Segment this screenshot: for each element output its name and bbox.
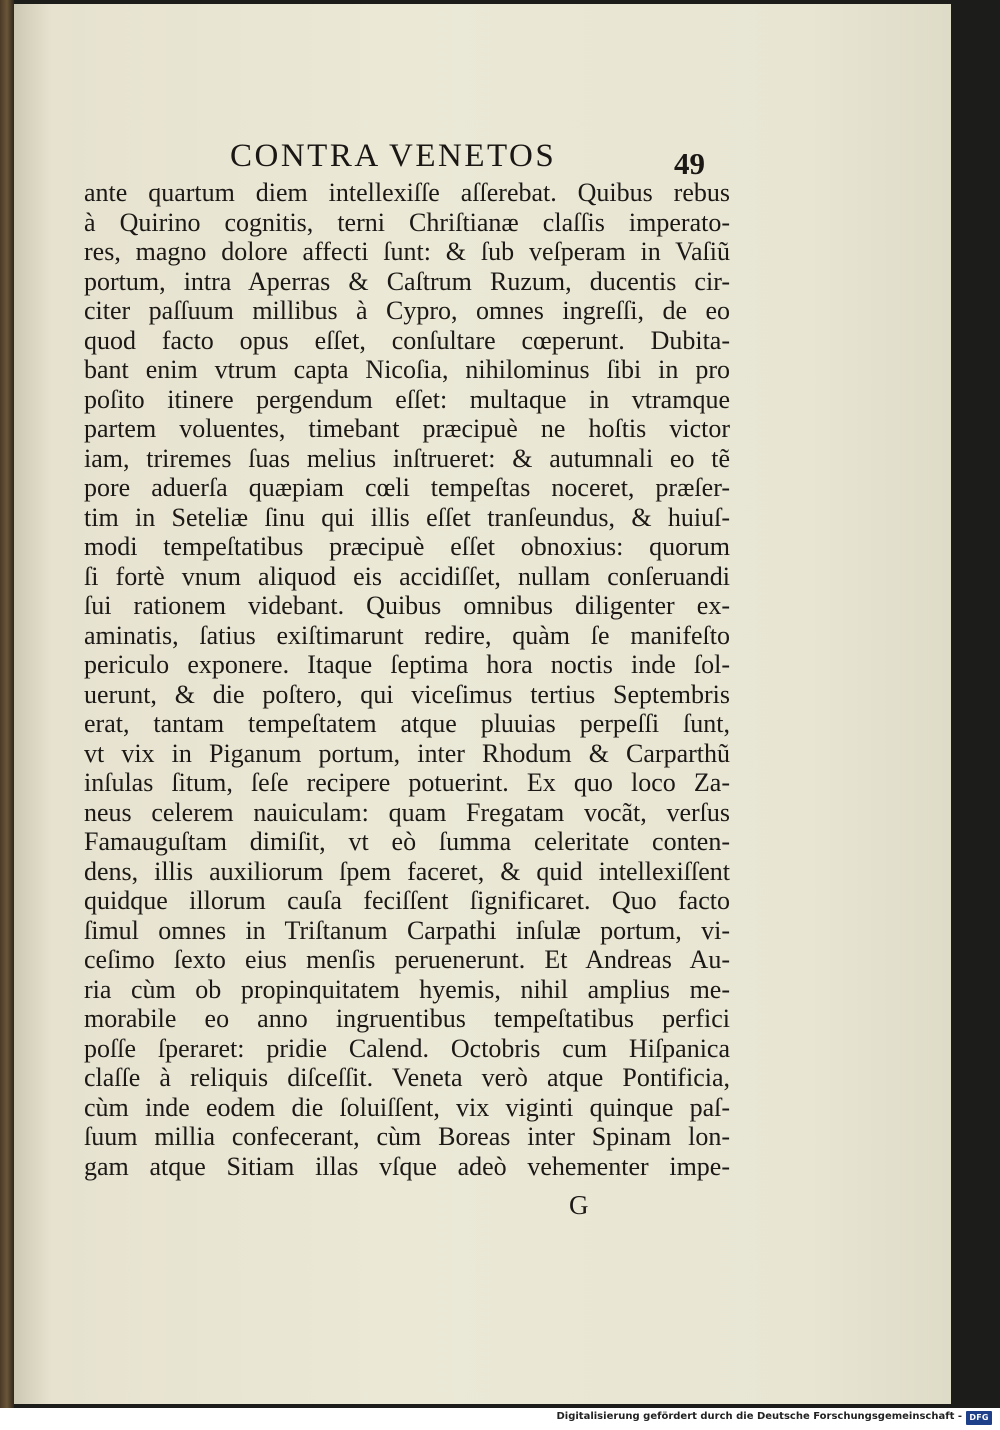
text-line: gam atque Sitiam illas vſque adeò vehementer impe- bbox=[84, 1151, 730, 1181]
text-line: ſuum millia confecerant, cùm Boreas inter Spinam lon- bbox=[84, 1122, 730, 1151]
text-line: tim in Seteliæ ſinu qui illis eſſet tranſeundus, & huiuſ- bbox=[84, 502, 730, 532]
dfg-logo bbox=[966, 1411, 992, 1425]
text-line: à Quirino cognitis, terni Chriſtianæ claſſis imperato- bbox=[84, 207, 730, 237]
text-line: partem voluentes, timebant præcipuè ne hoſtis victor bbox=[84, 414, 730, 443]
text-line: erat, tantam tempeſtatem atque pluuias perpeſſi ſunt, bbox=[84, 709, 730, 738]
funding-credit: Digitalisierung gefördert durch die Deutsche Forschungsgemeinschaft - bbox=[556, 1411, 962, 1422]
page-number: 49 bbox=[674, 146, 705, 181]
text-line: res, magno dolore affecti ſunt: & ſub veſperam in Vaſiũ bbox=[84, 237, 730, 266]
footer-band bbox=[0, 1408, 1000, 1430]
text-line: poſito itinere pergendum eſſet: multaque in vtramque bbox=[84, 384, 730, 414]
text-line: neus celerem nauiculam: quam Fregatam vocãt, verſus bbox=[84, 797, 730, 827]
text-line: pore aduerſa quæpiam cœli tempeſtas noceret, præſer- bbox=[84, 473, 730, 502]
text-line: modi tempeſtatibus præcipuè eſſet obnoxius: quorum bbox=[84, 532, 730, 561]
text-line: periculo exponere. Itaque ſeptima hora noctis inde ſol- bbox=[84, 650, 730, 679]
text-line: iam, triremes ſuas melius inſtrueret: & autumnali eo tẽ bbox=[84, 443, 730, 473]
running-head: CONTRA VENETOS bbox=[230, 138, 557, 174]
text-line: poſſe ſperaret: pridie Calend. Octobris cum Hiſpanica bbox=[84, 1033, 730, 1063]
text-line: quod facto opus eſſet, conſultare cœperunt. Dubita- bbox=[84, 325, 730, 355]
text-line: inſulas ſitum, ſeſe recipere potuerint. Ex quo loco Za- bbox=[84, 768, 730, 797]
dfg-logo-text: DFG bbox=[969, 1413, 989, 1422]
text-line: ante quartum diem intellexiſſe aſſerebat. Quibus rebus bbox=[84, 178, 730, 207]
text-line: morabile eo anno ingruentibus tempeſtatibus perfici bbox=[84, 1004, 730, 1033]
text-line: portum, intra Aperras & Caſtrum Ruzum, ducentis cir- bbox=[84, 266, 730, 296]
text-line: ſui rationem videbant. Quibus omnibus diligenter ex- bbox=[84, 591, 730, 620]
text-line: ria cùm ob propinquitatem hyemis, nihil amplius me- bbox=[84, 974, 730, 1004]
text-block bbox=[84, 178, 730, 1181]
text-line: uerunt, & die poſtero, qui viceſimus tertius Septembris bbox=[84, 679, 730, 709]
text-line: aminatis, ſatius exiſtimarunt redire, quàm ſe manifeſto bbox=[84, 620, 730, 650]
signature-mark: G bbox=[569, 1190, 589, 1220]
text-line: vt vix in Piganum portum, inter Rhodum & Carparthũ bbox=[84, 738, 730, 768]
text-line: ſi fortè vnum aliquod eis accidiſſet, nullam conſeruandi bbox=[84, 561, 730, 591]
text-line: claſſe à reliquis diſceſſit. Veneta verò atque Pontificia, bbox=[84, 1063, 730, 1092]
text-line: quidque illorum cauſa feciſſent ſignificaret. Quo facto bbox=[84, 886, 730, 915]
text-line: ceſimo ſexto eius menſis peruenerunt. Et Andreas Au- bbox=[84, 945, 730, 974]
text-line: citer paſſuum millibus à Cypro, omnes ingreſſi, de eo bbox=[84, 296, 730, 325]
text-line: ſimul omnes in Triſtanum Carpathi inſulæ portum, vi- bbox=[84, 915, 730, 945]
text-line: Famauguſtam dimiſit, vt eò ſumma celeritate conten- bbox=[84, 827, 730, 856]
text-line: bant enim vtrum capta Nicoſia, nihilominus ſibi in pro bbox=[84, 355, 730, 384]
book-spine-edge bbox=[0, 0, 14, 1408]
text-line: cùm inde eodem die ſoluiſſent, vix viginti quinque paſ- bbox=[84, 1092, 730, 1122]
text-line: dens, illis auxiliorum ſpem faceret, & quid intellexiſſent bbox=[84, 856, 730, 886]
